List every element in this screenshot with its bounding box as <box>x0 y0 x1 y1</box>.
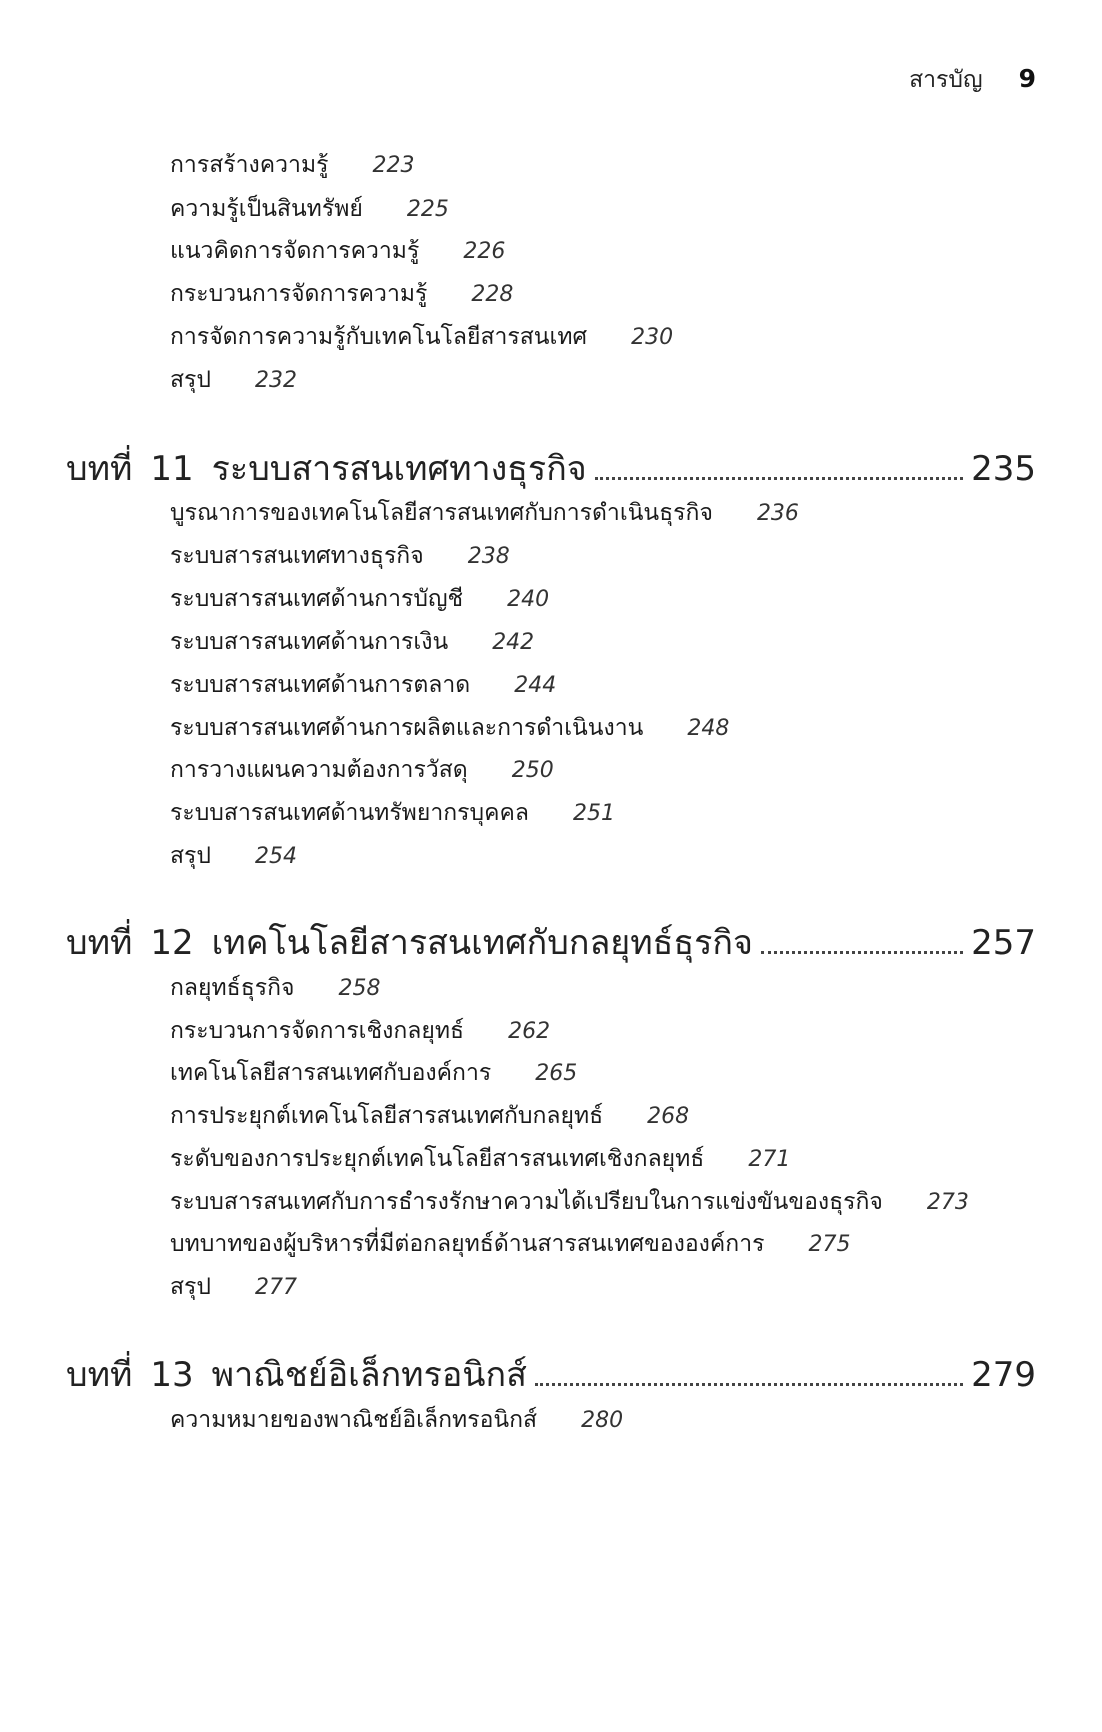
entry-page: 244 <box>514 673 557 698</box>
dot-leader <box>535 1383 963 1386</box>
entry-title: บูรณาการของเทคโนโลยีสารสนเทศกับการดำเนินธุรกิจ <box>170 500 713 526</box>
toc-entry[interactable] <box>170 545 510 568</box>
toc-entry[interactable] <box>170 240 505 263</box>
chapter-page: 279 <box>971 1355 1036 1395</box>
toc-entry[interactable] <box>170 1105 689 1128</box>
entry-title: ระบบสารสนเทศกับการธำรงรักษาความได้เปรียบในการแข่งขันของธุรกิจ <box>170 1189 883 1215</box>
chapter-number: 13 <box>150 1355 194 1395</box>
entry-title: การวางแผนความต้องการวัสดุ <box>170 757 468 783</box>
chapter-title: พาณิชย์อิเล็กทรอนิกส์ <box>211 1355 527 1395</box>
entry-title: ระบบสารสนเทศด้านทรัพยากรบุคคล <box>170 800 529 826</box>
toc-entry[interactable] <box>170 802 615 825</box>
entry-page: 254 <box>255 844 297 869</box>
entry-title: ระบบสารสนเทศด้านการผลิตและการดำเนินงาน <box>170 715 644 741</box>
toc-entry[interactable] <box>170 326 673 349</box>
toc-entry[interactable] <box>170 154 414 177</box>
entry-title: แนวคิดการจัดการความรู้ <box>170 238 420 264</box>
chapter-heading-11[interactable] <box>66 449 1036 489</box>
entry-title: การสร้างความรู้ <box>170 152 329 178</box>
chapter-heading-12[interactable] <box>66 923 1036 963</box>
entry-title: สรุป <box>170 367 211 393</box>
entry-page: 223 <box>372 153 415 178</box>
entry-title: สรุป <box>170 1274 211 1300</box>
entry-title: ความหมายของพาณิชย์อิเล็กทรอนิกส์ <box>170 1407 538 1433</box>
toc-entry[interactable] <box>170 631 534 654</box>
toc-entry[interactable] <box>170 1062 577 1085</box>
entry-title: ระบบสารสนเทศด้านการตลาด <box>170 672 471 698</box>
entry-title: ระบบสารสนเทศด้านการบัญชี <box>170 586 464 612</box>
toc-entry[interactable] <box>170 198 449 221</box>
entry-page: 262 <box>508 1019 551 1044</box>
entry-page: 230 <box>631 325 674 350</box>
chapter-title: เทคโนโลยีสารสนเทศกับกลยุทธ์ธุรกิจ <box>211 923 753 963</box>
toc-entry[interactable] <box>170 1191 969 1214</box>
toc-entry[interactable] <box>170 1020 550 1043</box>
entry-page: 240 <box>507 587 550 612</box>
entry-page: 242 <box>492 630 535 655</box>
entry-title: เทคโนโลยีสารสนเทศกับองค์การ <box>170 1060 492 1086</box>
toc-entry[interactable] <box>170 588 549 611</box>
entry-page: 248 <box>687 716 730 741</box>
dot-leader <box>595 477 963 480</box>
entry-page: 268 <box>647 1104 690 1129</box>
chapter-number: 11 <box>150 449 194 489</box>
chapter-label: บทที่ <box>66 923 133 963</box>
entry-title: ระบบสารสนเทศทางธุรกิจ <box>170 543 424 569</box>
toc-entry[interactable] <box>170 674 556 697</box>
toc-entry[interactable] <box>170 759 554 782</box>
chapter-title: ระบบสารสนเทศทางธุรกิจ <box>211 449 587 489</box>
chapter-label: บทที่ <box>66 449 133 489</box>
entry-page: 238 <box>467 544 510 569</box>
entry-title: การประยุกต์เทคโนโลยีสารสนเทศกับกลยุทธ์ <box>170 1103 604 1129</box>
entry-page: 258 <box>338 976 381 1001</box>
chapter-label: บทที่ <box>66 1355 133 1395</box>
entry-page: 280 <box>581 1408 624 1433</box>
entry-page: 271 <box>748 1147 791 1172</box>
toc-entry[interactable] <box>170 845 297 868</box>
chapter-number: 12 <box>150 923 194 963</box>
section-label: สารบัญ <box>909 67 983 93</box>
toc-entry[interactable] <box>170 1409 623 1432</box>
entry-page: 250 <box>511 758 554 783</box>
toc-entry[interactable] <box>170 977 381 1000</box>
chapter-page: 257 <box>971 923 1036 963</box>
dot-leader <box>761 951 963 954</box>
toc-entry[interactable] <box>170 1233 851 1256</box>
running-head <box>909 62 1036 98</box>
toc-entry[interactable] <box>170 717 729 740</box>
entry-page: 251 <box>572 801 615 826</box>
entry-page: 232 <box>255 368 297 393</box>
entry-title: ความรู้เป็นสินทรัพย์ <box>170 196 363 222</box>
toc-entry[interactable] <box>170 369 297 392</box>
entry-title: การจัดการความรู้กับเทคโนโลยีสารสนเทศ <box>170 324 588 350</box>
toc-entry[interactable] <box>170 283 513 306</box>
entry-page: 273 <box>926 1190 969 1215</box>
entry-title: กลยุทธ์ธุรกิจ <box>170 975 295 1001</box>
entry-title: ระบบสารสนเทศด้านการเงิน <box>170 629 449 655</box>
entry-page: 265 <box>535 1061 578 1086</box>
toc-entry[interactable] <box>170 502 799 525</box>
entry-page: 236 <box>756 501 799 526</box>
entry-title: กระบวนการจัดการเชิงกลยุทธ์ <box>170 1018 465 1044</box>
chapter-page: 235 <box>971 449 1036 489</box>
entry-title: บทบาทของผู้บริหารที่มีต่อกลยุทธ์ด้านสารสนเทศขององค์การ <box>170 1231 765 1257</box>
entry-title: กระบวนการจัดการความรู้ <box>170 281 428 307</box>
entry-page: 225 <box>406 197 449 222</box>
chapter-heading-13[interactable] <box>66 1355 1036 1395</box>
entry-page: 226 <box>463 239 506 264</box>
toc-entry[interactable] <box>170 1276 297 1299</box>
entry-page: 228 <box>471 282 514 307</box>
entry-title: ระดับของการประยุกต์เทคโนโลยีสารสนเทศเชิงกลยุทธ์ <box>170 1146 705 1172</box>
page-number: 9 <box>1018 64 1036 93</box>
entry-page: 275 <box>808 1232 851 1257</box>
entry-title: สรุป <box>170 843 211 869</box>
toc-entry[interactable] <box>170 1148 790 1171</box>
entry-page: 277 <box>255 1275 297 1300</box>
